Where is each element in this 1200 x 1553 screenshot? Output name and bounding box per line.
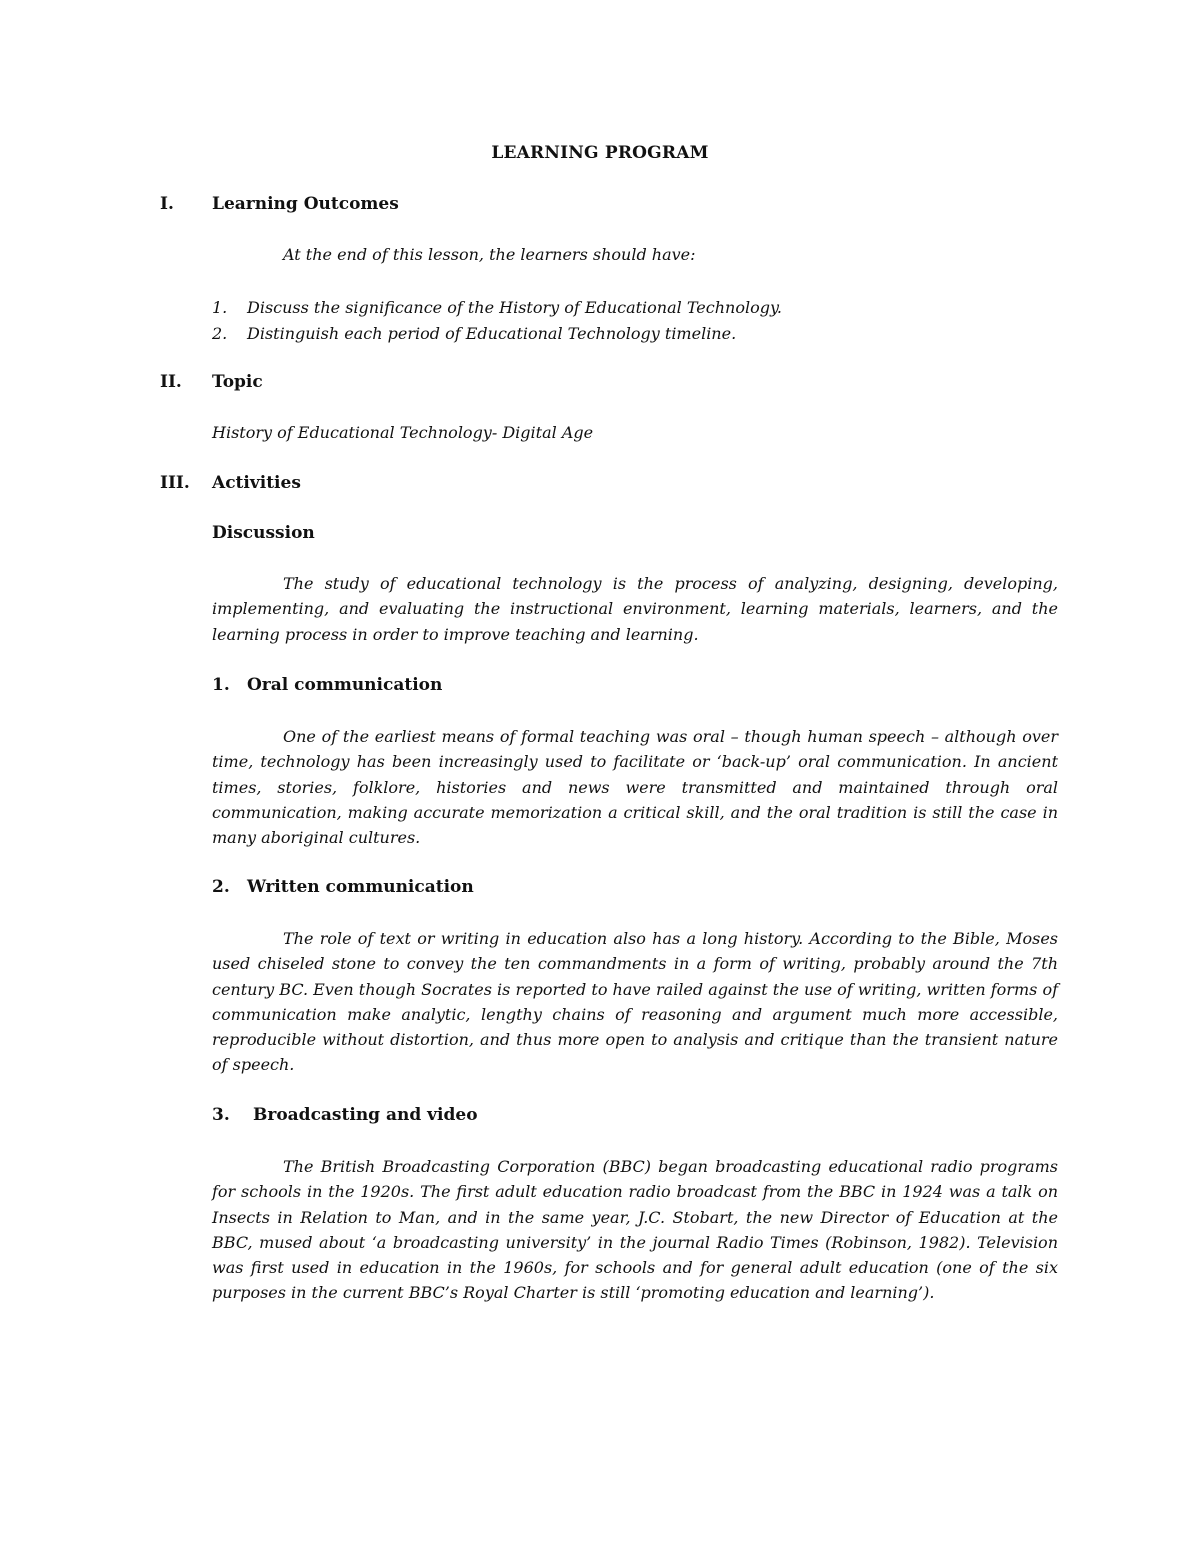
section-heading-activities: Activities [212,473,301,493]
subtopic-number: 1. [212,675,230,695]
oral-communication-paragraph: One of the earliest means of formal teaching was oral – though human speech – although over time, technology has been increasingly used to facilitate or ‘back-up’ oral communication. In ancient times, stories, folklore, histories and news were transmitted and maintained through oral communication, making accurate memorization a critical skill, and the oral tradition is still the case in many aboriginal cultures. [212,727,1058,848]
subtopic-title: Written communication [247,877,474,897]
list-item [212,296,782,322]
section-numeral-1: I. [160,194,174,214]
outcomes-list [212,296,782,348]
section-heading-learning-outcomes: Learning Outcomes [212,194,399,214]
subtopic-number: 3. [212,1105,230,1125]
list-item-text: Discuss the significance of the History of Educational Technology. [247,298,782,317]
subtopic-title: Broadcasting and video [253,1105,478,1125]
subtopic-heading-broadcasting [212,1105,478,1125]
list-item-text: Distinguish each period of Educational Technology timeline. [247,324,737,343]
discussion-paragraph: The study of educational technology is the process of analyzing, designing, developing, implementing, and evaluating the instructional environment, learning materials, learners, and the learning process in order to improve teaching and learning. [212,574,1058,644]
discussion-heading: Discussion [212,523,315,543]
outcomes-intro: At the end of this lesson, the learners should have: [283,245,696,264]
broadcasting-paragraph: The British Broadcasting Corporation (BBC) began broadcasting educational radio programs for schools in the 1920s. The first adult education radio broadcast from the BBC in 1924 was a talk on Insects in Relation to Man, and in the same year, J.C. Stobart, the new Director of Education at the BBC, mused about ‘a broadcasting university’ in the journal Radio Times (Robinson, 1982). Television was first used in education in the 1960s, for schools and for general adult education (one of the six purposes in the current BBC’s Royal Charter is still ‘promoting education and learning’). [212,1157,1058,1303]
list-item [212,322,782,348]
subtopic-heading-written [212,877,474,897]
section-numeral-2: II. [160,372,182,392]
section-heading-topic: Topic [212,372,263,392]
section-numeral-3: III. [160,473,190,493]
page-title: LEARNING PROGRAM [491,143,709,163]
topic-text: History of Educational Technology- Digital Age [212,423,594,442]
subtopic-title: Oral communication [247,675,443,695]
list-item-number: 2. [212,324,228,343]
subtopic-number: 2. [212,877,230,897]
list-item-number: 1. [212,298,228,317]
written-communication-paragraph: The role of text or writing in education also has a long history. According to the Bible, Moses used chiseled stone to convey the ten commandments in a form of writing, probably around the 7th century BC. Even though Socrates is reported to have railed against the use of writing, written forms of communication make analytic, lengthy chains of reasoning and argument much more accessible, reproducible without distortion, and thus more open to analysis and critique than the transient nature of speech. [212,929,1058,1075]
subtopic-heading-oral [212,675,442,695]
